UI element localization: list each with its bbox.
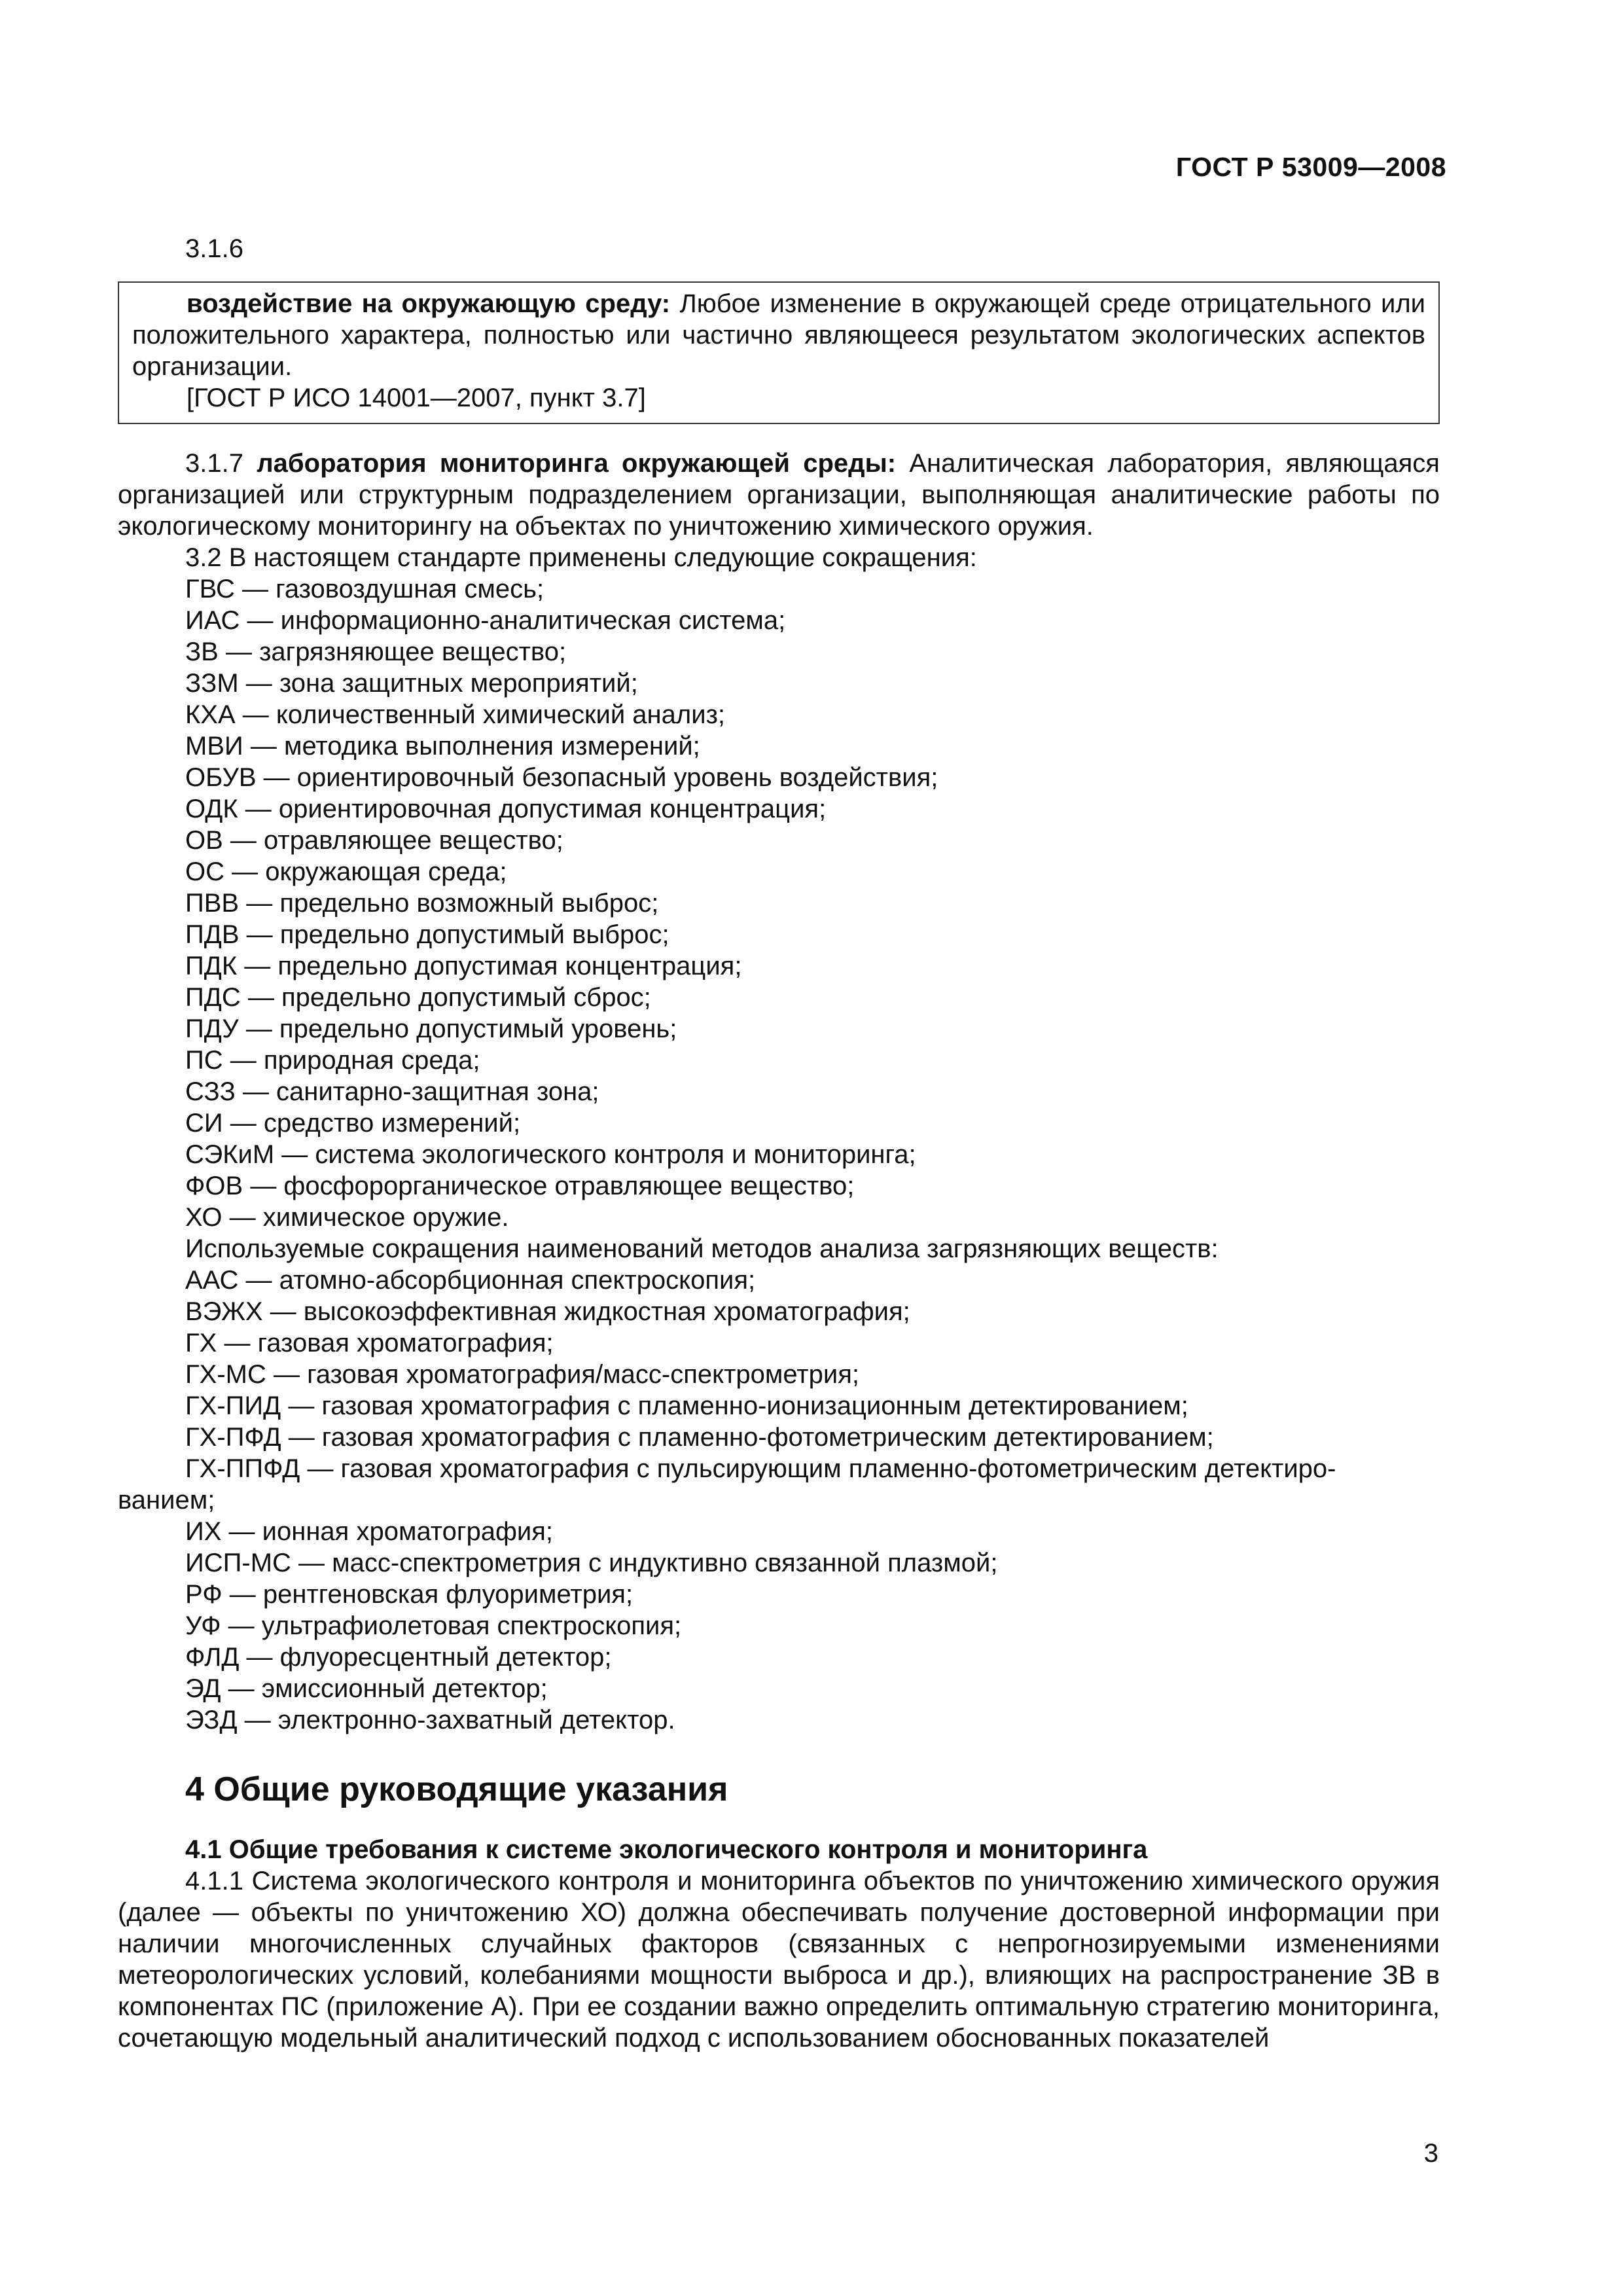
list-item: ИАС — информационно-аналитическая система;	[185, 606, 786, 635]
list-item	[118, 1453, 1440, 1516]
list-item: ГХ-ПФД — газовая хроматография с пламенно-фотометрическим детектированием;	[185, 1423, 1214, 1452]
list-item: РФ — рентгеновская флуориметрия;	[185, 1580, 633, 1609]
list-item: УФ — ультрафиолетовая спектроскопия;	[185, 1611, 682, 1640]
list-item: ЗЗМ — зона защитных мероприятий;	[185, 669, 638, 698]
paragraph-4-1-1: 4.1.1 Система экологического контроля и мониторинга объектов по уничтожению химического оружия (далее — объекты по уничтожению ХО) должна обеспечивать получение достоверной информации при наличии многочисленных случайных факторов (связанных с непрогнозируемыми изменениями метеорологических условий, колебаниями мощности выброса и др.), влияющих на распространение ЗВ в компонентах ПС (приложение А). При ее создании важно определить оптимальную стратегию мониторинга, сочетающую модельный аналитический подход с использованием обоснованных показателей	[118, 1867, 1440, 2053]
list-item: ГХ — газовая хроматография;	[185, 1329, 554, 1357]
clause-3-2-intro: 3.2 В настоящем стандарте применены следующие сокращения:	[185, 543, 977, 572]
document-id: ГОСТ Р 53009—2008	[1175, 152, 1446, 182]
list-item: ПДС — предельно допустимый сброс;	[185, 983, 651, 1012]
list-item-line: ГХ-ППФД — газовая хроматография с пульсирующим пламенно-фотометрическим детектиро-	[185, 1454, 1336, 1483]
clause-3-1-7-number: 3.1.7	[185, 449, 243, 478]
list-item: ИСП-МС — масс-спектрометрия с индуктивно связанной плазмой;	[185, 1549, 998, 1577]
definition-reference: [ГОСТ Р ИСО 14001—2007, пункт 3.7]	[187, 384, 646, 412]
list-item-continuation: ванием;	[118, 1486, 215, 1515]
list-item: ПС — природная среда;	[185, 1046, 480, 1075]
page-content	[118, 229, 1440, 2054]
abbreviation-list	[118, 573, 1440, 1233]
list-item: СЭКиМ — система экологического контроля и мониторинга;	[185, 1140, 916, 1169]
list-item: ОВ — отравляющее вещество;	[185, 826, 563, 855]
subsection-4-1-title: 4.1 Общие требования к системе экологического контроля и мониторинга	[185, 1835, 1148, 1864]
definition-term: воздействие на окружающую среду:	[187, 289, 671, 318]
list-item: ИХ — ионная хроматография;	[185, 1517, 554, 1546]
list-item: ФЛД — флуоресцентный детектор;	[185, 1643, 612, 1672]
list-item: ФОВ — фосфорорганическое отравляющее вещество;	[185, 1172, 855, 1200]
list-item: ОС — окружающая среда;	[185, 857, 507, 886]
list-item: ЗВ — загрязняющее вещество;	[185, 637, 567, 666]
list-item: МВИ — методика выполнения измерений;	[185, 732, 700, 761]
list-item: ВЭЖХ — высокоэффективная жидкостная хроматография;	[185, 1297, 910, 1326]
method-abbreviation-list	[118, 1265, 1440, 1736]
list-item: ЭЗД — электронно-захватный детектор.	[185, 1706, 675, 1734]
definition-body: Любое изменение в окружающей среде отрицательного или положительного характера, полностью или частично являющееся результатом экологических аспектов организации.	[132, 289, 1426, 381]
clause-3-1-7-definition: Аналитическая лаборатория, являющаяся организацией или структурным подразделением организации, выполняющая аналитические работы по экологическому мониторингу на объектах по уничтожению химического оружия.	[118, 449, 1440, 541]
list-item: КХА — количественный химический анализ;	[185, 700, 726, 729]
clause-3-1-7	[118, 448, 1440, 542]
list-item: ПДВ — предельно допустимый выброс;	[185, 920, 669, 949]
section-4-title: 4 Общие руководящие указания	[185, 1770, 728, 1808]
list-item: ПВВ — предельно возможный выброс;	[185, 889, 659, 918]
list-item: ЭД — эмиссионный детектор;	[185, 1674, 548, 1703]
definition-box	[118, 281, 1440, 424]
list-item: СИ — средство измерений;	[185, 1109, 521, 1138]
page-number: 3	[1423, 2139, 1438, 2168]
list-item: ГВС — газовоздушная смесь;	[185, 575, 544, 603]
list-item: ПДУ — предельно допустимый уровень;	[185, 1014, 677, 1043]
list-item: ПДК — предельно допустимая концентрация;	[185, 952, 742, 980]
definition-text	[132, 288, 1425, 382]
list-item: СЗЗ — санитарно-защитная зона;	[185, 1077, 599, 1106]
list-item: ГХ-ПИД — газовая хроматография с пламенно-ионизационным детектированием;	[185, 1391, 1188, 1420]
clause-3-1-7-term: лаборатория мониторинга окружающей среды:	[257, 449, 897, 478]
clause-3-1-6-number: 3.1.6	[185, 234, 243, 263]
list-item: ГХ-МС — газовая хроматография/масс-спектрометрия;	[185, 1360, 859, 1389]
methods-intro: Используемые сокращения наименований методов анализа загрязняющих веществ:	[185, 1234, 1219, 1263]
list-item: ААС — атомно-абсорбционная спектроскопия;	[185, 1266, 756, 1295]
list-item: ОДК — ориентировочная допустимая концентрация;	[185, 795, 827, 823]
list-item: ХО — химическое оружие.	[185, 1203, 509, 1232]
list-item: ОБУВ — ориентировочный безопасный уровень воздействия;	[185, 763, 938, 792]
